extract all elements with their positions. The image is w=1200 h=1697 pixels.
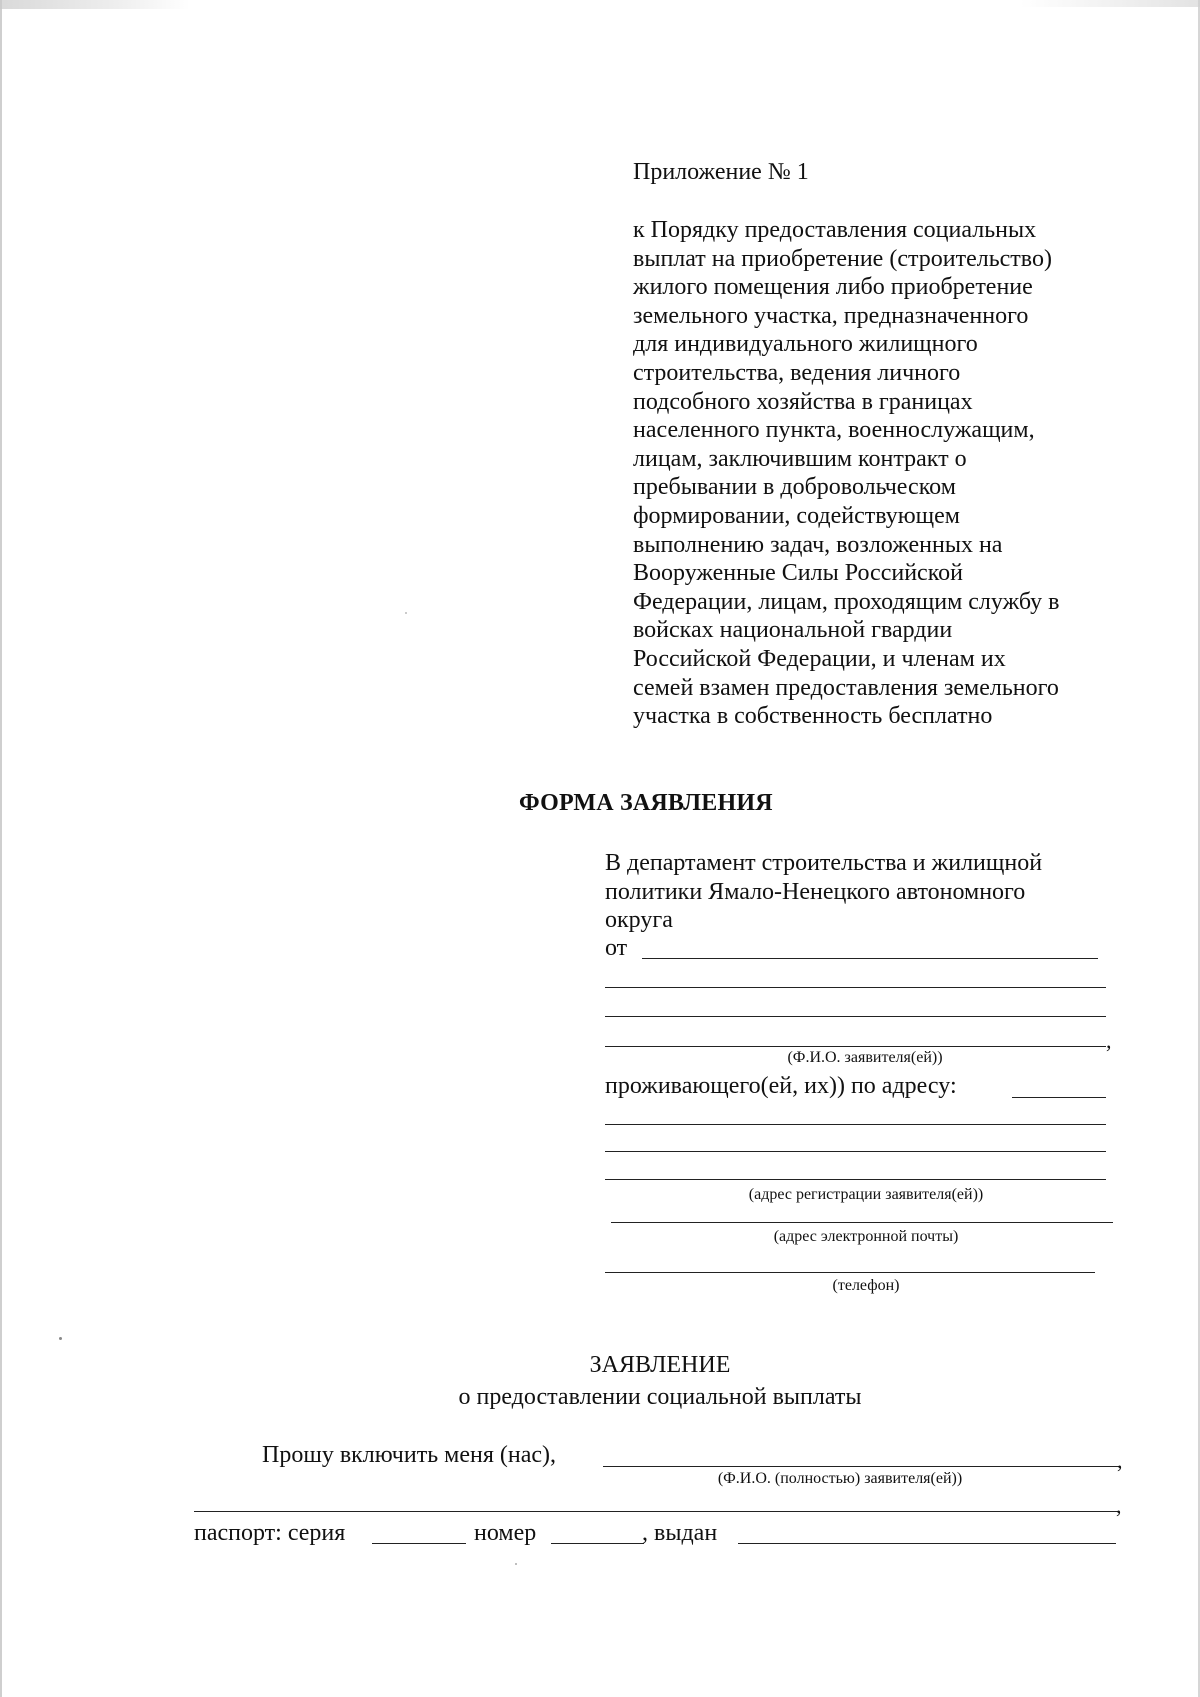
applicant-name-field-line-3[interactable] xyxy=(605,1016,1106,1017)
annex-line: пребывании в добровольческом xyxy=(633,474,956,501)
annex-number: Приложение № 1 xyxy=(633,159,809,185)
scan-noise-top-left xyxy=(0,0,190,9)
scan-speck xyxy=(405,612,407,614)
annex-line: войсках национальной гвардии xyxy=(633,617,953,644)
passport-issued-label: , выдан xyxy=(642,1520,718,1546)
annex-line: подсобного хозяйства в границах xyxy=(633,388,973,415)
from-label: от xyxy=(605,935,628,961)
address-field-line-4[interactable] xyxy=(605,1179,1106,1180)
scan-speck xyxy=(515,1563,517,1565)
full-name-caption: (Ф.И.О. (полностью) заявителя(ей)) xyxy=(717,1470,963,1487)
annex-description xyxy=(633,216,1133,731)
address-caption: (адрес регистрации заявителя(ей)) xyxy=(748,1186,984,1203)
form-title: ФОРМА ЗАЯВЛЕНИЯ xyxy=(519,790,773,816)
addressee-line: В департамент строительства и жилищной xyxy=(605,850,1043,876)
full-name-field-line-2[interactable] xyxy=(194,1511,1118,1512)
addressee-line: округа xyxy=(605,907,673,933)
scan-noise-top-right xyxy=(1020,0,1200,7)
comma: , xyxy=(1116,1493,1122,1518)
residing-label: проживающего(ей, их)) по адресу: xyxy=(605,1073,957,1099)
email-field[interactable] xyxy=(611,1222,1113,1223)
address-field-line-3[interactable] xyxy=(605,1151,1106,1152)
annex-line: формировании, содействующем xyxy=(633,502,960,529)
scan-edge-left xyxy=(0,0,2,1697)
statement-subtitle: о предоставлении социальной выплаты xyxy=(458,1384,862,1410)
annex-line: строительства, ведения личного xyxy=(633,359,961,386)
phone-field[interactable] xyxy=(605,1272,1095,1273)
annex-line: выплат на приобретение (строительство) xyxy=(633,245,1052,272)
passport-issued-field[interactable] xyxy=(738,1543,1116,1544)
scan-speck xyxy=(59,1337,62,1340)
address-field-line-2[interactable] xyxy=(605,1124,1106,1125)
phone-caption: (телефон) xyxy=(832,1277,900,1294)
request-label: Прошу включить меня (нас), xyxy=(262,1442,556,1468)
annex-line: Вооруженные Силы Российской xyxy=(633,560,963,587)
annex-line: для индивидуального жилищного xyxy=(633,331,978,358)
comma: , xyxy=(1117,1448,1123,1473)
addressee-block xyxy=(605,849,1042,935)
statement-title: ЗАЯВЛЕНИЕ xyxy=(589,1352,731,1378)
annex-line: Федерации, лицам, проходящим службу в xyxy=(633,588,1060,615)
annex-line: лицам, заключившим контракт о xyxy=(633,445,967,472)
annex-line: участка в собственность бесплатно xyxy=(633,703,993,730)
full-name-field[interactable] xyxy=(603,1466,1119,1467)
applicant-name-field-line-2[interactable] xyxy=(605,987,1106,988)
passport-number-field[interactable] xyxy=(551,1543,644,1544)
addressee-line: политики Ямало-Ненецкого автономного xyxy=(605,878,1026,905)
passport-number-label: номер xyxy=(474,1520,537,1546)
comma: , xyxy=(1106,1028,1112,1053)
annex-line: к Порядку предоставления социальных xyxy=(633,217,1037,243)
applicant-name-field[interactable] xyxy=(642,958,1098,959)
annex-line: земельного участка, предназначенного xyxy=(633,302,1029,329)
passport-series-label: паспорт: серия xyxy=(194,1520,346,1546)
annex-line: населенного пункта, военнослужащим, xyxy=(633,417,1035,444)
annex-line: Российской Федерации, и членам их xyxy=(633,645,1006,672)
address-field[interactable] xyxy=(1012,1097,1106,1098)
applicant-name-caption: (Ф.И.О. заявителя(ей)) xyxy=(787,1049,943,1066)
annex-line: семей взамен предоставления земельного xyxy=(633,674,1059,701)
email-caption: (адрес электронной почты) xyxy=(773,1228,959,1245)
applicant-name-field-line-4[interactable] xyxy=(605,1046,1106,1047)
annex-line: жилого помещения либо приобретение xyxy=(633,274,1033,301)
passport-series-field[interactable] xyxy=(372,1543,466,1544)
annex-line: выполнению задач, возложенных на xyxy=(633,531,1003,558)
